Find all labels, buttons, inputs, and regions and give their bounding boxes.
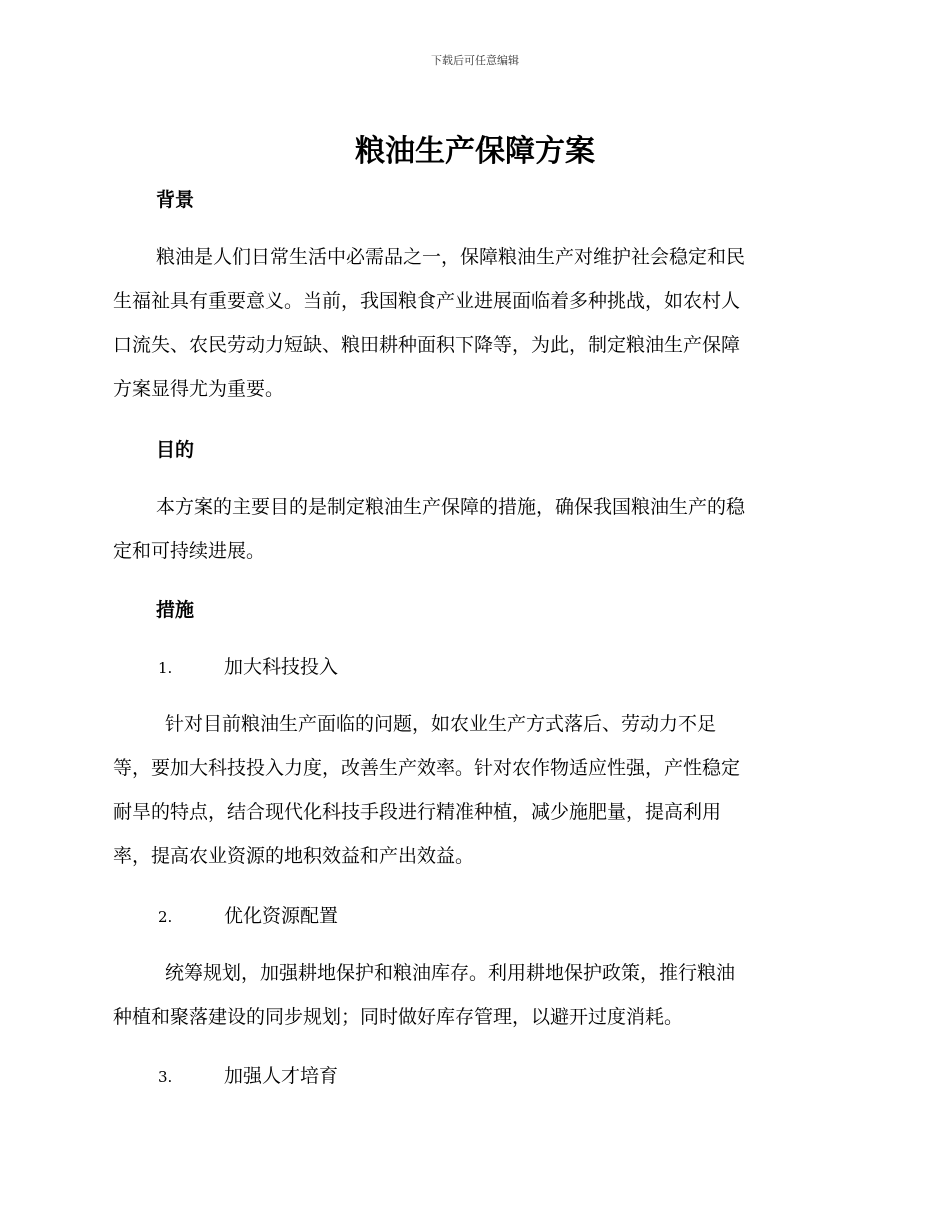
measure-title: 加强人才培育 <box>224 1065 339 1087</box>
paragraph-line: 定和可持续进展。 <box>113 540 266 562</box>
purpose-paragraph <box>113 485 833 573</box>
section-heading-measures: 措施 <box>156 599 195 621</box>
measure-item-1 <box>158 653 338 682</box>
document-title: 粮油生产保障方案 <box>355 134 595 169</box>
paragraph-line: 生福祉具有重要意义。当前，我国粮食产业进展面临着多种挑战，如农村人 <box>113 290 741 312</box>
list-number: 1. <box>158 659 173 677</box>
background-paragraph <box>113 235 833 411</box>
paragraph-line: 针对目前粮油生产面临的问题，如农业生产方式落后、劳动力不足 <box>165 713 717 735</box>
measure-item-2 <box>158 902 338 931</box>
measure-2-paragraph <box>113 951 833 1039</box>
measure-item-3 <box>158 1062 338 1091</box>
paragraph-line: 等，要加大科技投入力度，改善生产效率。针对农作物适应性强，产性稳定 <box>113 757 741 779</box>
paragraph-line: 粮油是人们日常生活中必需品之一，保障粮油生产对维护社会稳定和民 <box>156 246 746 268</box>
list-number: 2. <box>158 908 173 926</box>
paragraph-line: 统筹规划，加强耕地保护和粮油库存。利用耕地保护政策，推行粮油 <box>165 962 736 984</box>
section-heading-background: 背景 <box>156 189 195 211</box>
section-heading-purpose: 目的 <box>156 439 195 461</box>
measure-title: 加大科技投入 <box>224 656 339 678</box>
paragraph-line: 耐旱的特点，结合现代化科技手段进行精准种植，减少施肥量，提高利用 <box>113 801 722 823</box>
page-header: 下载后可任意编辑 <box>431 54 519 67</box>
paragraph-line: 方案显得尤为重要。 <box>113 378 285 400</box>
paragraph-line: 种植和聚落建设的同步规划；同时做好库存管理，以避开过度消耗。 <box>113 1006 684 1028</box>
list-number: 3. <box>158 1068 173 1086</box>
paragraph-line: 率，提高农业资源的地积效益和产出效益。 <box>113 845 475 867</box>
paragraph-line: 本方案的主要目的是制定粮油生产保障的措施，确保我国粮油生产的稳 <box>156 496 746 518</box>
measure-title: 优化资源配置 <box>224 905 339 927</box>
measure-1-paragraph <box>113 702 833 878</box>
paragraph-line: 口流失、农民劳动力短缺、粮田耕种面积下降等，为此，制定粮油生产保障 <box>113 334 741 356</box>
